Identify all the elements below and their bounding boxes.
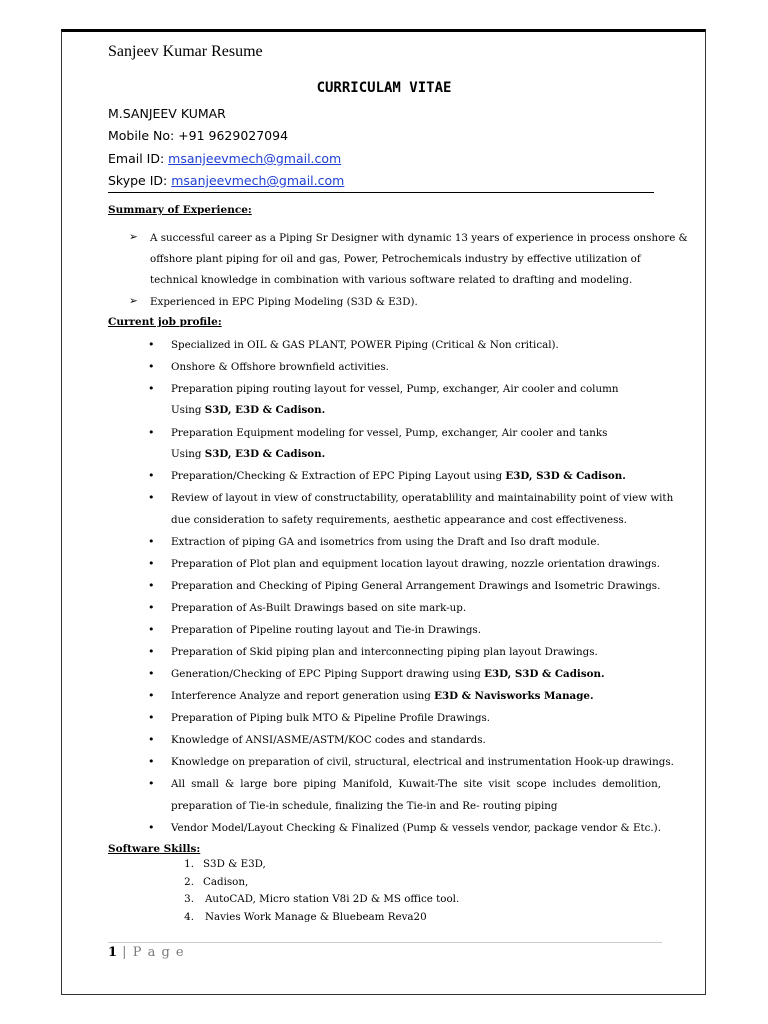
list-item: Specialized in OIL & GAS PLANT, POWER Piping (Critical & Non critical). bbox=[171, 339, 559, 351]
list-item: Preparation piping routing layout for vessel, Pump, exchanger, Air cooler and column bbox=[171, 383, 619, 395]
list-item: Navies Work Manage & Bluebeam Reva20 bbox=[205, 911, 427, 923]
bullet-icon: • bbox=[148, 667, 155, 680]
list-item: S3D & E3D, bbox=[203, 858, 266, 870]
bullet-icon: • bbox=[148, 382, 155, 395]
list-item: All small & large bore piping Manifold, Kuwait-The site visit scope includes demolition, bbox=[171, 778, 661, 790]
bullet-icon: • bbox=[148, 601, 155, 614]
page-separator: | bbox=[117, 945, 133, 960]
list-item: due consideration to safety requirements, aesthetic appearance and cost effectiveness. bbox=[171, 514, 627, 526]
arrow-bullet-icon: ➢ bbox=[129, 231, 138, 243]
bullet-icon: • bbox=[148, 821, 155, 834]
bullet-icon: • bbox=[148, 689, 155, 702]
bullet-icon: • bbox=[148, 491, 155, 504]
email-label: Email ID: bbox=[108, 151, 169, 166]
list-item: Preparation of Pipeline routing layout and Tie-in Drawings. bbox=[171, 624, 481, 636]
page-footer bbox=[108, 945, 185, 960]
page-label: P a g e bbox=[132, 945, 185, 960]
footer-divider bbox=[108, 942, 662, 943]
summary-heading: Summary of Experience: bbox=[108, 204, 252, 216]
skype-label: Skype ID: bbox=[108, 173, 172, 188]
arrow-bullet-icon: ➢ bbox=[129, 295, 138, 307]
list-item: Extraction of piping GA and isometrics from using the Draft and Iso draft module. bbox=[171, 536, 600, 548]
profile-heading: Current job profile: bbox=[108, 316, 222, 328]
bullet-icon: • bbox=[148, 557, 155, 570]
bullet-icon: • bbox=[148, 733, 155, 746]
list-item: Interference Analyze and report generation using E3D & Navisworks Manage. bbox=[171, 690, 594, 702]
page-number: 1 bbox=[108, 945, 118, 960]
list-number: 4. bbox=[184, 911, 194, 923]
list-item: Generation/Checking of EPC Piping Support drawing using E3D, S3D & Cadison. bbox=[171, 668, 605, 680]
bullet-icon: • bbox=[148, 711, 155, 724]
summary-line: A successful career as a Piping Sr Designer with dynamic 13 years of experience in process onshore & bbox=[150, 232, 688, 244]
document-header: Sanjeev Kumar Resume bbox=[108, 43, 263, 60]
bullet-icon: • bbox=[148, 338, 155, 351]
skype-link[interactable]: msanjeevmech@gmail.com bbox=[171, 173, 345, 188]
bullet-icon: • bbox=[148, 469, 155, 482]
list-item: Using S3D, E3D & Cadison. bbox=[171, 404, 326, 416]
summary-line: offshore plant piping for oil and gas, Power, Petrochemicals industry by effective utilization of bbox=[150, 253, 641, 265]
list-item: Preparation of Piping bulk MTO & Pipeline Profile Drawings. bbox=[171, 712, 491, 724]
bullet-icon: • bbox=[148, 579, 155, 592]
list-item: Preparation of As-Built Drawings based on site mark-up. bbox=[171, 602, 467, 614]
summary-line: technical knowledge in combination with various software related to drafting and modeling. bbox=[150, 274, 633, 286]
list-item: Using S3D, E3D & Cadison. bbox=[171, 448, 326, 460]
contact-name: M.SANJEEV KUMAR bbox=[108, 106, 226, 121]
list-item: Vendor Model/Layout Checking & Finalized (Pump & vessels vendor, package vendor & Etc.). bbox=[171, 822, 661, 834]
list-item: preparation of Tie-in schedule, finalizing the Tie-in and Re- routing piping bbox=[171, 800, 558, 812]
list-item: Cadison, bbox=[203, 876, 249, 888]
list-item: Preparation of Plot plan and equipment location layout drawing, nozzle orientation drawings. bbox=[171, 558, 660, 570]
list-item: Preparation of Skid piping plan and interconnecting piping plan layout Drawings. bbox=[171, 646, 598, 658]
bullet-icon: • bbox=[148, 426, 155, 439]
list-number: 1. bbox=[184, 858, 194, 870]
list-item: Preparation and Checking of Piping General Arrangement Drawings and Isometric Drawings. bbox=[171, 580, 661, 592]
contact-divider bbox=[108, 192, 654, 193]
list-item: AutoCAD, Micro station V8i 2D & MS office tool. bbox=[205, 893, 460, 905]
list-item: Knowledge on preparation of civil, structural, electrical and instrumentation Hook-up drawings. bbox=[171, 756, 674, 768]
bullet-icon: • bbox=[148, 360, 155, 373]
contact-mobile: Mobile No: +91 9629027094 bbox=[108, 128, 289, 143]
contact-skype bbox=[108, 173, 344, 188]
software-heading: Software Skills: bbox=[108, 843, 201, 855]
summary-line: Experienced in EPC Piping Modeling (S3D & E3D). bbox=[150, 296, 418, 308]
list-number: 2. bbox=[184, 876, 194, 888]
bullet-icon: • bbox=[148, 645, 155, 658]
list-item: Preparation Equipment modeling for vessel, Pump, exchanger, Air cooler and tanks bbox=[171, 427, 608, 439]
list-item: Preparation/Checking & Extraction of EPC Piping Layout using E3D, S3D & Cadison. bbox=[171, 470, 626, 482]
bullet-icon: • bbox=[148, 623, 155, 636]
bullet-icon: • bbox=[148, 777, 155, 790]
bullet-icon: • bbox=[148, 535, 155, 548]
bullet-icon: • bbox=[148, 755, 155, 768]
list-item: Review of layout in view of constructability, operatablility and maintainability point of view with bbox=[171, 492, 674, 504]
list-item: Onshore & Offshore brownfield activities. bbox=[171, 361, 389, 373]
page-title: CURRICULAM VITAE bbox=[316, 80, 452, 96]
email-link[interactable]: msanjeevmech@gmail.com bbox=[168, 151, 342, 166]
contact-email bbox=[108, 151, 341, 166]
list-number: 3. bbox=[184, 893, 194, 905]
list-item: Knowledge of ANSI/ASME/ASTM/KOC codes and standards. bbox=[171, 734, 486, 746]
